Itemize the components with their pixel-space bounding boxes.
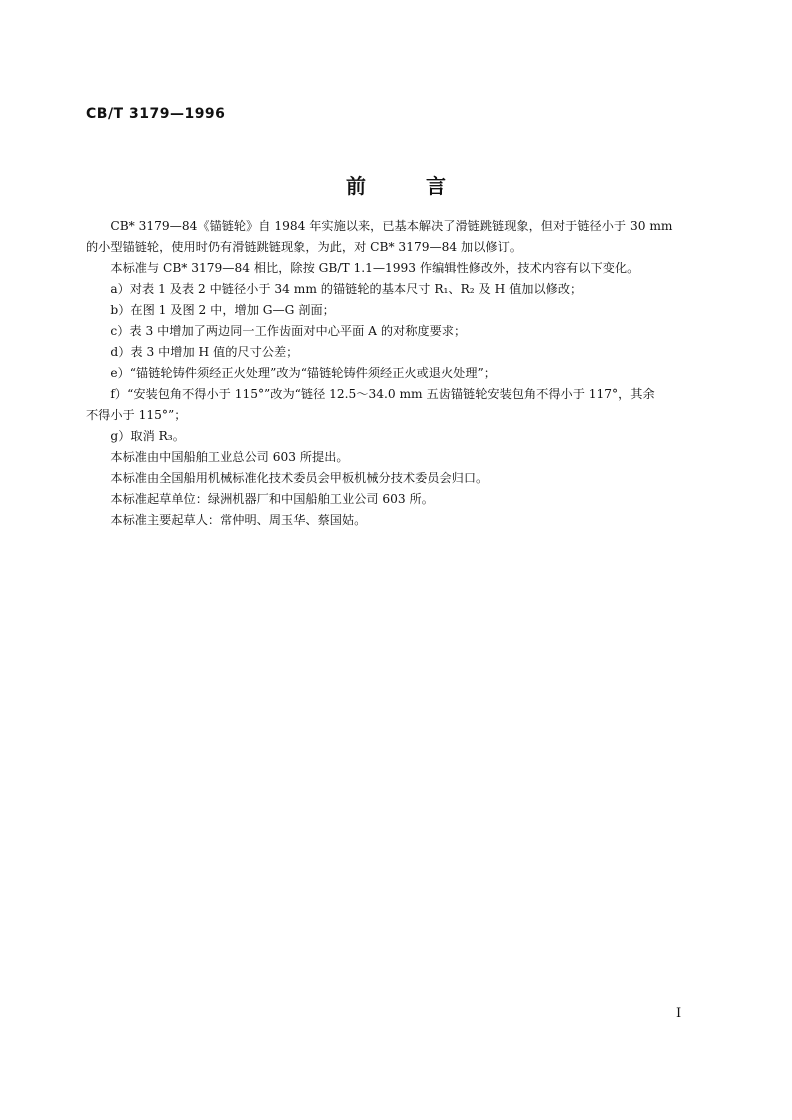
paragraph-drafting-units: 本标准起草单位：绿洲机器厂和中国船舶工业公司 603 所。 bbox=[110, 492, 434, 506]
change-item-f-line-2: 不得小于 115°”； bbox=[86, 408, 187, 422]
page-title bbox=[0, 170, 792, 199]
foreword-body bbox=[86, 216, 706, 531]
change-item-g: g）取消 R₃。 bbox=[110, 429, 185, 443]
standard-code: CB/T 3179—1996 bbox=[86, 106, 226, 122]
change-item-c: c）表 3 中增加了两边同一工作齿面对中心平面 A 的对称度要求； bbox=[110, 324, 467, 338]
change-item-e: e）“锚链轮铸件须经正火处理”改为“锚链轮铸件须经正火或退火处理”； bbox=[110, 366, 496, 380]
paragraph-centralized: 本标准由全国船用机械标准化技术委员会甲板机械分技术委员会归口。 bbox=[110, 471, 489, 485]
paragraph-intro-line-2: 的小型锚链轮，使用时仍有滑链跳链现象，为此，对 CB* 3179—84 加以修订。 bbox=[86, 240, 522, 254]
paragraph-intro-line-1: CB* 3179—84《锚链轮》自 1984 年实施以来，已基本解决了滑链跳链现象，但对于链径小于 30 mm bbox=[110, 219, 673, 233]
change-item-f-line-1: f）“安装包角不得小于 115°”改为“链径 12.5～34.0 mm 五齿锚链轮安装包角不得小于 117°，其余 bbox=[110, 387, 655, 401]
page-number: I bbox=[676, 1006, 682, 1021]
paragraph-drafters: 本标准主要起草人：常仲明、周玉华、蔡国姑。 bbox=[110, 513, 367, 527]
paragraph-comparison: 本标准与 CB* 3179—84 相比，除按 GB/T 1.1—1993 作编辑性修改外，技术内容有以下变化。 bbox=[110, 261, 640, 275]
title-char-2: 言 bbox=[426, 174, 446, 198]
title-char-1: 前 bbox=[346, 174, 366, 198]
paragraph-proposer: 本标准由中国船舶工业总公司 603 所提出。 bbox=[110, 450, 349, 464]
change-item-b: b）在图 1 及图 2 中，增加 G—G 剖面； bbox=[110, 303, 335, 317]
change-item-a: a）对表 1 及表 2 中链径小于 34 mm 的锚链轮的基本尺寸 R₁、R₂ 及 H 值加以修改； bbox=[110, 282, 583, 296]
change-item-d: d）表 3 中增加 H 值的尺寸公差； bbox=[110, 345, 299, 359]
